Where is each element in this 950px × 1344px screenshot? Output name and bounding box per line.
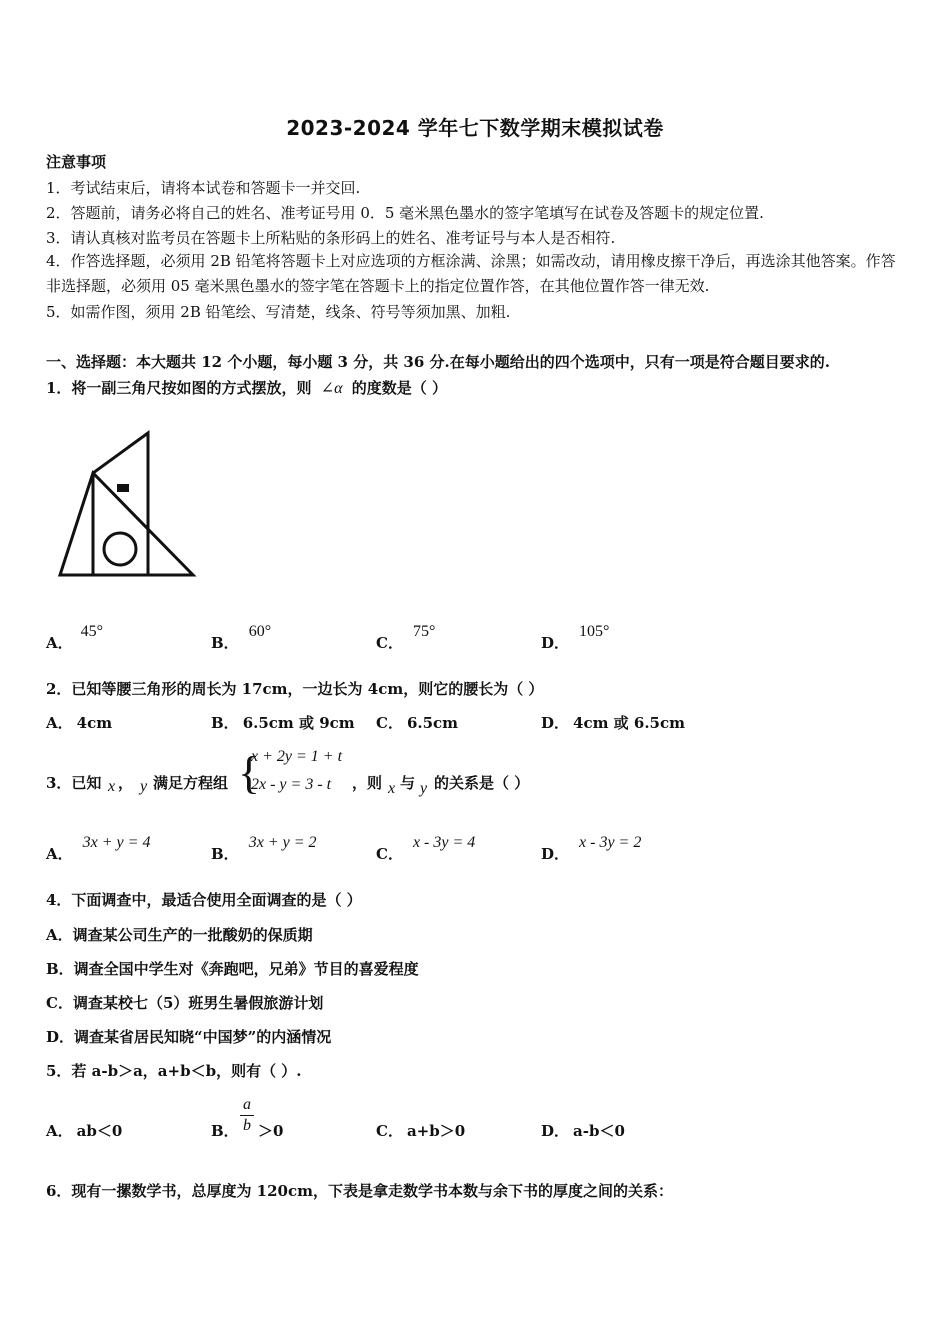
q3-option-b[interactable]: B．3x + y = 2 [211,834,317,863]
q3-option-d[interactable]: D．x - 3y = 2 [541,834,642,863]
ruler-hole [104,533,136,565]
q1-option-a[interactable]: A．45° [46,623,104,652]
q5-option-a[interactable]: A． ab＜0 [46,1122,123,1140]
q1-angle: ∠α [320,380,343,397]
note-item: 5．如需作图，须用 2B 铅笔绘、写清楚，线条、符号等须加黑、加粗. [46,303,511,321]
q5-option-c[interactable]: C． a+b＞0 [376,1122,466,1140]
q5-option-b-value: ＞0 [258,1122,284,1140]
angle-mark [117,484,129,492]
q1-option-d[interactable]: D．105° [541,623,610,652]
fraction-denominator: b [243,1117,251,1134]
q3-var-x: x [388,780,396,797]
q3-option-c[interactable]: C．x - 3y = 4 [376,834,476,863]
note-item: 2．答题前，请务必将自己的姓名、准考证号用 0．5 毫米黑色墨水的签字笔填写在试卷及答题卡的规定位置. [46,204,764,222]
q3-equation-1: x + 2y = 1 + t [251,748,343,765]
q2-option-c[interactable]: C． 6.5cm [376,714,459,732]
q4-option-d[interactable]: D．调查某省居民知晓“中国梦”的内涵情况 [46,1028,332,1046]
q5-fraction [240,1096,254,1135]
q2-option-d[interactable]: D． 4cm 或 6.5cm [541,714,686,732]
q2-option-a[interactable]: A． 4cm [46,714,113,732]
q3-stem-part: 满足方程组 [153,774,229,792]
q3-option-a[interactable]: A．3x + y = 4 [46,834,151,863]
notes-heading: 注意事项 [46,153,107,171]
q4-option-b[interactable]: B．调查全国中学生对《奔跑吧，兄弟》节目的喜爱程度 [46,960,419,978]
q2-option-b[interactable]: B． 6.5cm 或 9cm [211,714,355,732]
q3-comma: ， [118,774,134,792]
section-heading: 一、选择题：本大题共 12 个小题，每小题 3 分，共 36 分.在每小题给出的四个选项中，只有一项是符合题目要求的. [46,353,830,371]
q3-stem-part: 的关系是（ ） [434,774,530,792]
q3-var-y: y [140,778,148,795]
q5-option-b[interactable]: B． [211,1122,239,1140]
q3-var-y: y [420,780,428,797]
note-item: 1．考试结束后，请将本试卷和答题卡一并交回. [46,179,361,197]
note-item: 3．请认真核对监考员在答题卡上所粘贴的条形码上的姓名、准考证号与本人是否相符. [46,229,616,247]
q5-option-d[interactable]: D． a-b＜0 [541,1122,625,1140]
fraction-numerator: a [243,1096,251,1113]
q4-option-c[interactable]: C．调查某校七（5）班男生暑假旅游计划 [46,994,324,1012]
q3-equation-2: 2x - y = 3 - t [251,776,332,793]
q1-stem: 1．将一副三角尺按如图的方式摆放，则 [46,379,312,397]
question-6-stem: 6．现有一摞数学书，总厚度为 120cm，下表是拿走数学书本数与余下书的厚度之间的关系： [46,1182,673,1200]
triangle-rulers-figure [55,425,200,580]
note-item: 4．作答选择题，必须用 2B 铅笔将答题卡上对应选项的方框涂满、涂黑；如需改动，请用橡皮擦干净后，再选涂其他答案。作答非选择题，必须用 05 毫米黑色墨水的签字笔在答题卡上的指定位置作答，在其他位置作答一律无效. [46,252,896,295]
question-5-stem: 5．若 a-b＞a，a+b＜b，则有（ ）. [46,1062,302,1080]
q1-option-b[interactable]: B．60° [211,623,272,652]
page-title: 2023-2024 学年七下数学期末模拟试卷 [286,116,664,140]
q3-stem-part: 与 [400,774,416,792]
q3-stem-part: 3．已知 [46,774,102,792]
system-brace: { [238,747,261,798]
q4-option-a[interactable]: A．调查某公司生产的一批酸奶的保质期 [46,926,313,944]
question-4-stem: 4．下面调查中，最适合使用全面调查的是（ ） [46,891,362,909]
q3-stem-part: ，则 [352,774,383,792]
q1-option-c[interactable]: C．75° [376,623,436,652]
q1-stem-end: 的度数是（ ） [351,379,447,397]
right-triangle-ruler [93,433,148,575]
q3-var-x: x [108,778,116,795]
question-2-stem: 2．已知等腰三角形的周长为 17cm，一边长为 4cm，则它的腰长为（ ） [46,680,544,698]
question-1 [46,377,447,398]
